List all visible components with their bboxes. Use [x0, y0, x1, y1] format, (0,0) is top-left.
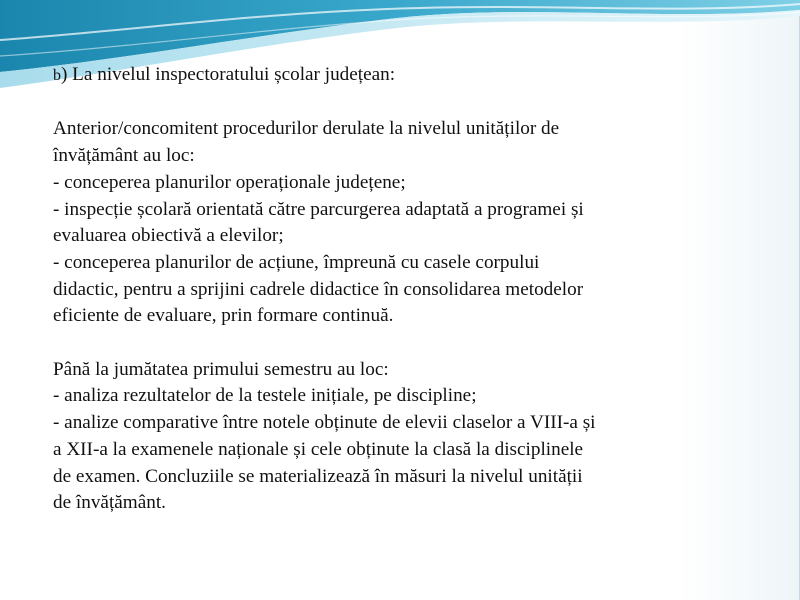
section1-line: evaluarea obiectivă a elevilor;: [53, 225, 284, 247]
section2-line: - analize comparative între notele obținute de elevii claselor a VIII-a și: [53, 412, 596, 434]
heading-text: ) La nivelul inspectoratului școlar județean:: [61, 64, 396, 85]
spacer: [53, 90, 753, 117]
spacer: [53, 330, 753, 357]
section1-line: Anterior/concomitent procedurilor derulate la nivelul unităților de: [53, 118, 560, 140]
section1-line: - inspecție școlară orientată către parcurgerea adaptată a programei și: [53, 198, 584, 220]
slide-body: [53, 62, 753, 517]
section2-line: de învățământ.: [53, 492, 166, 514]
section2-line: a XII-a la examenele naționale și cele obținute la clasă la disciplinele: [53, 438, 584, 460]
section2-line: - analiza rezultatelor de la testele inițiale, pe discipline;: [53, 385, 477, 407]
section2-line: de examen. Concluziile se materializează în măsuri la nivelul unității: [53, 465, 583, 487]
heading-line: [53, 62, 753, 90]
section1-line: eficiente de evaluare, prin formare continuă.: [53, 305, 394, 327]
section2-line: Până la jumătatea primului semestru au loc:: [53, 358, 389, 380]
section1-line: - conceperea planurilor operaționale județene;: [53, 171, 406, 193]
heading-prefix: b: [53, 67, 61, 84]
section1-line: - conceperea planurilor de acțiune, împreună cu casele corpului: [53, 251, 540, 273]
section1-line: didactic, pentru a sprijini cadrele didactice în consolidarea metodelor: [53, 278, 584, 300]
section1-line: învățământ au loc:: [53, 145, 195, 167]
